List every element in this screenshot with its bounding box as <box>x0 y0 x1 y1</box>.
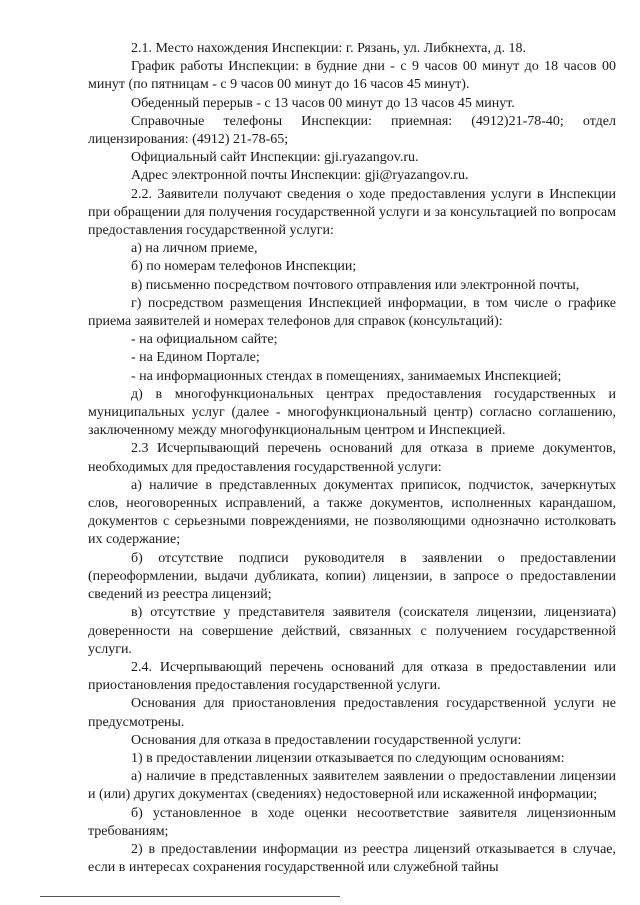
refusal-item-1a: а) наличие в представленных заявителем заявлении о предоставлении лицензии и (или) других документах (сведениях) недостоверной или искаженной информации; <box>88 769 616 803</box>
document-page <box>88 40 616 877</box>
list-item-v: в) письменно посредством почтового отправления или электронной почты, <box>131 277 580 293</box>
refusal-item-1: 1) в предоставлении лицензии отказывается по следующим основаниям: <box>131 750 565 766</box>
bottom-divider <box>40 896 340 897</box>
paragraph-email: Адрес электронной почты Инспекции: gji@ryazangov.ru. <box>131 168 469 184</box>
list-item-stands: - на информационных стендах в помещениях, занимаемых Инспекцией; <box>131 368 562 384</box>
list-item-website: - на официальном сайте; <box>131 332 278 348</box>
paragraph-2-3: 2.3 Исчерпывающий перечень оснований для отказа в приеме документов, необходимых для предоставления государственной услуги: <box>88 441 616 475</box>
paragraph-schedule: График работы Инспекции: в будние дни - с 9 часов 00 минут до 18 часов 00 минут (по пятницам - с 9 часов 00 минут до 16 часов 45 минут). <box>88 59 616 93</box>
list-item-g: г) посредством размещения Инспекцией информации, в том числе о графике приема заявителей и номерах телефонов для справок (консультаций): <box>88 295 616 330</box>
list-item-d: д) в многофункциональных центрах предоставления государственных и муниципальных услуг (далее - многофункциональный центр) согласно соглашению, заключенному между многофункциональным центром и Инспекцией. <box>88 386 616 439</box>
list-item-a: а) на личном приеме, <box>131 241 258 257</box>
paragraph-website: Официальный сайт Инспекции: gji.ryazangov.ru. <box>131 150 419 166</box>
paragraph-2-2: 2.2. Заявители получают сведения о ходе предоставления услуги в Инспекции при обращении для получения государственной услуги и за консультацией по вопросам предоставления государственной услуги: <box>88 186 616 239</box>
refusal-reason-b: б) отсутствие подписи руководителя в заявлении о предоставлении (переоформлении, выдачи дубликата, копии) лицензии, в запросе о предоставлении сведений из реестра лицензий; <box>88 550 616 603</box>
refusal-reason-v: в) отсутствие у представителя заявителя (соискателя лицензии, лицензиата) доверенности на совершение действий, связанных с получением государственной услуги. <box>88 605 616 657</box>
list-item-b: б) по номерам телефонов Инспекции; <box>131 259 357 275</box>
paragraph-refusal-grounds: Основания для отказа в предоставлении государственной услуги: <box>131 732 522 748</box>
refusal-item-1b: б) установленное в ходе оценки несоответствие заявителя лицензионным требованиям; <box>88 805 616 839</box>
paragraph-lunch-break: Обеденный перерыв - с 13 часов 00 минут до 13 часов 45 минут. <box>131 95 515 111</box>
list-item-portal: - на Едином Портале; <box>131 350 260 366</box>
paragraph-location: 2.1. Место нахождения Инспекции: г. Рязань, ул. Либкнехта, д. 18. <box>131 41 526 56</box>
paragraph-suspension: Основания для приостановления предоставления государственной услуги не предусмотрены. <box>88 696 616 730</box>
refusal-item-2: 2) в предоставлении информации из реестра лицензий отказывается в случае, если в интересах сохранения государственной или служебной тайны <box>88 841 616 876</box>
refusal-reason-a: а) наличие в представленных документах приписок, подчисток, зачеркнутых слов, неоговоренных исправлений, а также документов, исполненных карандашом, документов с серьезными повреждениями, не позволяющими однозначно истолковать их содержание; <box>88 477 616 548</box>
paragraph-2-4: 2.4. Исчерпывающий перечень оснований для отказа в предоставлении или приостановления предоставления государственной услуги. <box>88 659 616 694</box>
paragraph-phones: Справочные телефоны Инспекции: приемная: (4912)21-78-40; отдел лицензирования: (4912) 21-78-65; <box>88 113 616 148</box>
